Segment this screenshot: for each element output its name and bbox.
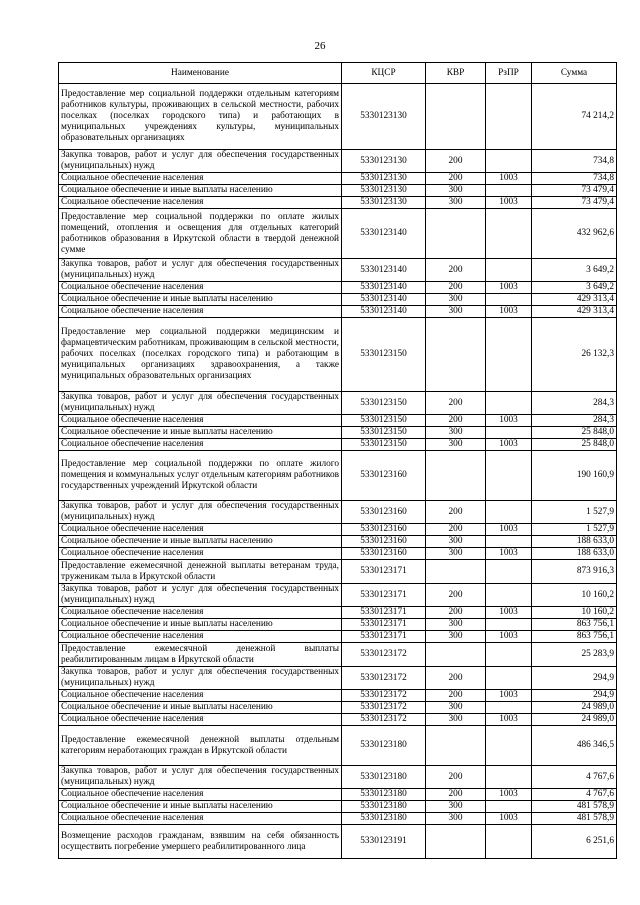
row-name: Социальное обеспечение и иные выплаты населению <box>59 427 342 439</box>
row-rzpr: 1003 <box>486 173 532 185</box>
page-number: 26 <box>314 40 326 52</box>
row-kvr: 300 <box>426 536 486 548</box>
row-kvr: 300 <box>426 306 486 318</box>
row-rzpr: 1003 <box>486 813 532 825</box>
row-name: Социальное обеспечение населения <box>59 631 342 643</box>
table-row <box>59 150 617 173</box>
row-name: Предоставление ежемесячной денежной выплаты ветеранам труда, труженикам тыла в Иркутской области <box>59 560 342 584</box>
row-rzpr <box>486 318 532 392</box>
row-name: Закупка товаров, работ и услуг для обеспечения государственных (муниципальных) нужд <box>59 259 342 282</box>
row-kvr <box>426 726 486 766</box>
row-name: Социальное обеспечение и иные выплаты населению <box>59 702 342 714</box>
budget-table <box>58 62 617 859</box>
row-sum: 863 756,1 <box>532 631 617 643</box>
row-kcsr: 5330123180 <box>342 766 426 789</box>
row-kcsr: 5330123171 <box>342 631 426 643</box>
row-name: Предоставление ежемесячной денежной выплаты отдельным категориям неработающих граждан в Иркутской области <box>59 726 342 766</box>
row-rzpr <box>486 536 532 548</box>
row-kvr: 300 <box>426 197 486 209</box>
table-row <box>59 427 617 439</box>
row-name: Предоставление ежемесячной денежной выплаты реабилитированным лицам в Иркутской области <box>59 643 342 667</box>
row-kcsr: 5330123140 <box>342 294 426 306</box>
table-row <box>59 209 617 259</box>
row-sum: 481 578,9 <box>532 801 617 813</box>
row-sum: 26 132,3 <box>532 318 617 392</box>
row-sum: 188 633,0 <box>532 536 617 548</box>
row-kvr <box>426 451 486 501</box>
header-sum: Сумма <box>532 63 617 84</box>
row-kcsr: 5330123172 <box>342 667 426 690</box>
row-rzpr <box>486 726 532 766</box>
row-kcsr: 5330123171 <box>342 607 426 619</box>
row-rzpr: 1003 <box>486 439 532 451</box>
row-kvr <box>426 209 486 259</box>
row-name: Социальное обеспечение и иные выплаты населению <box>59 801 342 813</box>
row-name: Социальное обеспечение населения <box>59 282 342 294</box>
row-kcsr: 5330123150 <box>342 427 426 439</box>
row-rzpr <box>486 584 532 607</box>
row-sum: 24 989,0 <box>532 714 617 726</box>
row-sum: 734,8 <box>532 150 617 173</box>
row-sum: 486 346,5 <box>532 726 617 766</box>
row-name: Социальное обеспечение населения <box>59 439 342 451</box>
table-row <box>59 690 617 702</box>
row-kcsr: 5330123160 <box>342 548 426 560</box>
row-kvr: 300 <box>426 427 486 439</box>
row-name: Закупка товаров, работ и услуг для обеспечения государственных (муниципальных) нужд <box>59 766 342 789</box>
row-rzpr <box>486 619 532 631</box>
table-row <box>59 667 617 690</box>
table-row <box>59 619 617 631</box>
row-kcsr: 5330123160 <box>342 536 426 548</box>
row-name: Социальное обеспечение и иные выплаты населению <box>59 619 342 631</box>
row-rzpr: 1003 <box>486 714 532 726</box>
row-kcsr: 5330123130 <box>342 84 426 150</box>
row-sum: 24 989,0 <box>532 702 617 714</box>
row-kvr: 200 <box>426 415 486 427</box>
row-name: Социальное обеспечение населения <box>59 789 342 801</box>
table-row <box>59 524 617 536</box>
row-sum: 73 479,4 <box>532 185 617 197</box>
row-sum: 284,3 <box>532 415 617 427</box>
row-sum: 25 848,0 <box>532 439 617 451</box>
row-rzpr <box>486 667 532 690</box>
row-kvr: 200 <box>426 150 486 173</box>
row-name: Предоставление мер социальной поддержки по оплате жилого помещения и коммунальных услуг отдельным категориям работников государственных учреждений Иркутской области <box>59 451 342 501</box>
row-kcsr: 5330123150 <box>342 392 426 415</box>
row-kcsr: 5330123160 <box>342 501 426 524</box>
row-kcsr: 5330123180 <box>342 789 426 801</box>
row-kcsr: 5330123172 <box>342 643 426 667</box>
table-row <box>59 584 617 607</box>
table-row <box>59 702 617 714</box>
table-body <box>59 84 617 859</box>
table-row <box>59 306 617 318</box>
row-rzpr: 1003 <box>486 197 532 209</box>
row-kcsr: 5330123172 <box>342 690 426 702</box>
row-sum: 4 767,6 <box>532 789 617 801</box>
row-sum: 10 160,2 <box>532 584 617 607</box>
row-sum: 734,8 <box>532 173 617 185</box>
row-sum: 294,9 <box>532 690 617 702</box>
row-kcsr: 5330123140 <box>342 209 426 259</box>
row-kvr: 200 <box>426 282 486 294</box>
row-kcsr: 5330123130 <box>342 197 426 209</box>
table-row <box>59 173 617 185</box>
table-row <box>59 392 617 415</box>
row-name: Социальное обеспечение населения <box>59 306 342 318</box>
row-rzpr <box>486 294 532 306</box>
table-row <box>59 643 617 667</box>
row-kvr: 300 <box>426 548 486 560</box>
row-kvr: 300 <box>426 294 486 306</box>
row-name: Закупка товаров, работ и услуг для обеспечения государственных (муниципальных) нужд <box>59 501 342 524</box>
row-name: Предоставление мер социальной поддержки отдельным категориям работников культуры, проживающих в сельской местности, рабочих поселках (поселках городского типа) и работающих в муниципальных учреждениях культуры, муниципальных образовательных организациях <box>59 84 342 150</box>
row-rzpr: 1003 <box>486 631 532 643</box>
table-row <box>59 439 617 451</box>
row-name: Закупка товаров, работ и услуг для обеспечения государственных (муниципальных) нужд <box>59 667 342 690</box>
table-row <box>59 726 617 766</box>
row-sum: 3 649,2 <box>532 259 617 282</box>
row-sum: 10 160,2 <box>532 607 617 619</box>
row-rzpr <box>486 766 532 789</box>
row-name: Социальное обеспечение населения <box>59 690 342 702</box>
row-kcsr: 5330123150 <box>342 318 426 392</box>
table-row <box>59 282 617 294</box>
row-kvr: 200 <box>426 766 486 789</box>
row-kcsr: 5330123180 <box>342 801 426 813</box>
row-kvr: 300 <box>426 439 486 451</box>
row-rzpr: 1003 <box>486 524 532 536</box>
table-row <box>59 318 617 392</box>
table-row <box>59 813 617 825</box>
row-sum: 481 578,9 <box>532 813 617 825</box>
row-kvr: 200 <box>426 392 486 415</box>
row-name: Закупка товаров, работ и услуг для обеспечения государственных (муниципальных) нужд <box>59 150 342 173</box>
row-sum: 73 479,4 <box>532 197 617 209</box>
row-name: Социальное обеспечение населения <box>59 197 342 209</box>
row-sum: 284,3 <box>532 392 617 415</box>
row-name: Предоставление мер социальной поддержки медицинским и фармацевтическим работникам, проживающим в сельской местности, рабочих поселках (поселках городского типа) и работающим в муниципальных организациях здравоохранения, а также муниципальных образовательных организациях <box>59 318 342 392</box>
table-row <box>59 415 617 427</box>
row-kcsr: 5330123191 <box>342 825 426 859</box>
row-name: Социальное обеспечение населения <box>59 415 342 427</box>
row-sum: 1 527,9 <box>532 524 617 536</box>
row-kvr: 300 <box>426 619 486 631</box>
row-kcsr: 5330123172 <box>342 702 426 714</box>
row-kvr: 300 <box>426 801 486 813</box>
row-sum: 432 962,6 <box>532 209 617 259</box>
row-rzpr <box>486 259 532 282</box>
table-header-row <box>59 63 617 84</box>
row-kvr: 300 <box>426 702 486 714</box>
header-rzpr: РзПР <box>486 63 532 84</box>
row-kvr: 200 <box>426 259 486 282</box>
row-kvr: 200 <box>426 789 486 801</box>
row-kvr: 200 <box>426 667 486 690</box>
row-rzpr: 1003 <box>486 282 532 294</box>
row-kcsr: 5330123180 <box>342 726 426 766</box>
row-name: Социальное обеспечение населения <box>59 813 342 825</box>
row-sum: 74 214,2 <box>532 84 617 150</box>
row-rzpr <box>486 185 532 197</box>
row-rzpr: 1003 <box>486 789 532 801</box>
header-name: Наименование <box>59 63 342 84</box>
row-name: Предоставление мер социальной поддержки по оплате жилых помещений, отопления и освещения для отдельных категорий работников образования в Иркутской области в твердой денежной сумме <box>59 209 342 259</box>
table-row <box>59 259 617 282</box>
row-kcsr: 5330123172 <box>342 714 426 726</box>
row-kcsr: 5330123140 <box>342 259 426 282</box>
row-kcsr: 5330123171 <box>342 584 426 607</box>
row-rzpr <box>486 84 532 150</box>
row-kvr: 200 <box>426 501 486 524</box>
row-sum: 429 313,4 <box>532 306 617 318</box>
table-row <box>59 548 617 560</box>
row-rzpr: 1003 <box>486 548 532 560</box>
row-kvr: 200 <box>426 173 486 185</box>
table-row <box>59 451 617 501</box>
row-kcsr: 5330123150 <box>342 439 426 451</box>
row-sum: 25 283,9 <box>532 643 617 667</box>
table-row <box>59 84 617 150</box>
row-name: Социальное обеспечение населения <box>59 714 342 726</box>
row-kcsr: 5330123160 <box>342 451 426 501</box>
row-kcsr: 5330123160 <box>342 524 426 536</box>
row-kcsr: 5330123140 <box>342 282 426 294</box>
row-kvr: 200 <box>426 524 486 536</box>
row-kvr: 300 <box>426 185 486 197</box>
row-rzpr <box>486 825 532 859</box>
row-kcsr: 5330123130 <box>342 150 426 173</box>
row-rzpr <box>486 643 532 667</box>
table-row <box>59 801 617 813</box>
table-row <box>59 766 617 789</box>
row-sum: 6 251,6 <box>532 825 617 859</box>
row-kcsr: 5330123130 <box>342 173 426 185</box>
row-name: Социальное обеспечение населения <box>59 524 342 536</box>
row-rzpr <box>486 150 532 173</box>
row-rzpr <box>486 209 532 259</box>
row-rzpr <box>486 451 532 501</box>
row-name: Закупка товаров, работ и услуг для обеспечения государственных (муниципальных) нужд <box>59 584 342 607</box>
table-row <box>59 825 617 859</box>
row-sum: 1 527,9 <box>532 501 617 524</box>
row-name: Закупка товаров, работ и услуг для обеспечения государственных (муниципальных) нужд <box>59 392 342 415</box>
row-rzpr <box>486 702 532 714</box>
table-row <box>59 294 617 306</box>
row-rzpr <box>486 801 532 813</box>
row-rzpr: 1003 <box>486 415 532 427</box>
row-name: Социальное обеспечение и иные выплаты населению <box>59 185 342 197</box>
row-kcsr: 5330123171 <box>342 560 426 584</box>
row-kvr <box>426 825 486 859</box>
row-kvr: 300 <box>426 714 486 726</box>
row-sum: 188 633,0 <box>532 548 617 560</box>
row-kvr <box>426 318 486 392</box>
row-sum: 4 767,6 <box>532 766 617 789</box>
row-kvr: 300 <box>426 631 486 643</box>
row-sum: 190 160,9 <box>532 451 617 501</box>
row-rzpr <box>486 501 532 524</box>
table-row <box>59 536 617 548</box>
row-rzpr: 1003 <box>486 306 532 318</box>
row-rzpr: 1003 <box>486 690 532 702</box>
row-kcsr: 5330123140 <box>342 306 426 318</box>
row-kcsr: 5330123171 <box>342 619 426 631</box>
row-kvr <box>426 643 486 667</box>
row-name: Социальное обеспечение населения <box>59 548 342 560</box>
table-row <box>59 185 617 197</box>
row-kcsr: 5330123150 <box>342 415 426 427</box>
table-row <box>59 197 617 209</box>
row-kvr: 200 <box>426 690 486 702</box>
table-row <box>59 789 617 801</box>
row-sum: 429 313,4 <box>532 294 617 306</box>
table-row <box>59 501 617 524</box>
row-name: Социальное обеспечение населения <box>59 607 342 619</box>
row-sum: 863 756,1 <box>532 619 617 631</box>
row-rzpr <box>486 392 532 415</box>
row-kcsr: 5330123130 <box>342 185 426 197</box>
table-row <box>59 607 617 619</box>
header-kvr: КВР <box>426 63 486 84</box>
row-name: Социальное обеспечение и иные выплаты населению <box>59 536 342 548</box>
row-kvr: 300 <box>426 813 486 825</box>
row-kcsr: 5330123180 <box>342 813 426 825</box>
header-kcsr: КЦСР <box>342 63 426 84</box>
row-rzpr <box>486 560 532 584</box>
row-rzpr: 1003 <box>486 607 532 619</box>
row-sum: 3 649,2 <box>532 282 617 294</box>
row-name: Социальное обеспечение населения <box>59 173 342 185</box>
row-sum: 294,9 <box>532 667 617 690</box>
row-kvr: 200 <box>426 584 486 607</box>
row-name: Социальное обеспечение и иные выплаты населению <box>59 294 342 306</box>
row-sum: 873 916,3 <box>532 560 617 584</box>
row-rzpr <box>486 427 532 439</box>
row-sum: 25 848,0 <box>532 427 617 439</box>
row-kvr <box>426 84 486 150</box>
table-row <box>59 714 617 726</box>
row-name: Возмещение расходов гражданам, взявшим на себя обязанность осуществить погребение умершего реабилитированного лица <box>59 825 342 859</box>
table-row <box>59 631 617 643</box>
table-row <box>59 560 617 584</box>
row-kvr: 200 <box>426 607 486 619</box>
row-kvr <box>426 560 486 584</box>
